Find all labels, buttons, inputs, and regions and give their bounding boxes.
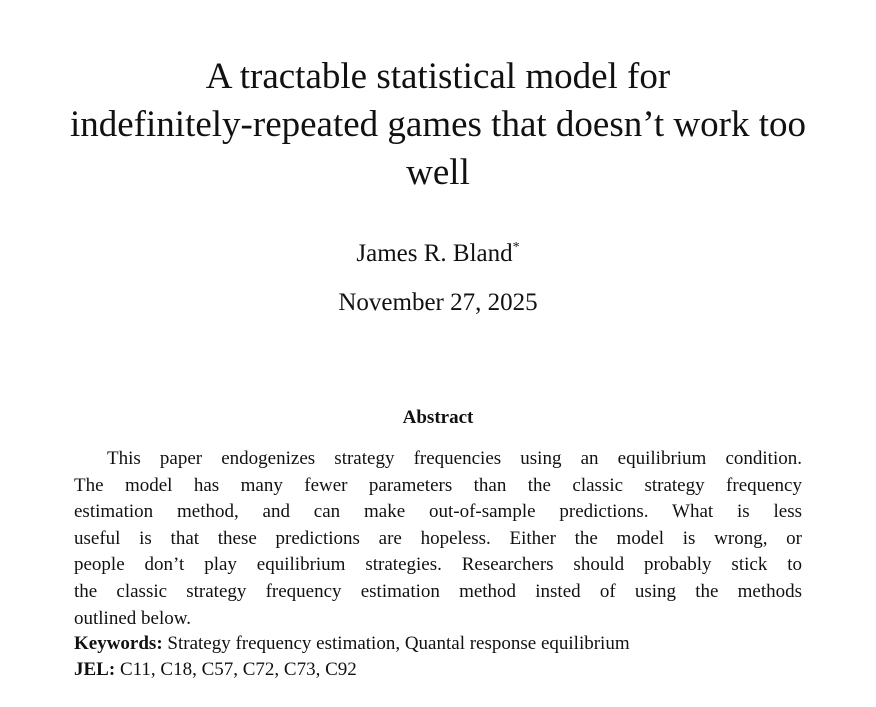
abstract-line: outlined below. (74, 607, 191, 629)
author-footnote-mark[interactable]: * (512, 240, 520, 255)
jel-line (74, 657, 357, 683)
abstract-line: estimation method, and can make out-of-sample predictions. What is less (74, 501, 802, 523)
abstract-heading: Abstract (402, 407, 474, 428)
title-line-1: A tractable statistical model for (205, 56, 671, 97)
abstract-line: The model has many fewer parameters than the classic strategy frequency (74, 474, 802, 496)
abstract-line: useful is that these predictions are hopeless. Either the model is wrong, or (74, 527, 802, 549)
jel-value: C11, C18, C57, C72, C73, C92 (119, 659, 357, 680)
author-name: James R. Bland (356, 240, 513, 267)
abstract-line: the classic strategy frequency estimation method insted of using the methods (74, 580, 802, 602)
jel-label: JEL: (74, 659, 116, 680)
keywords-value: Strategy frequency estimation, Quantal response equilibrium (167, 633, 630, 654)
abstract-line: This paper endogenizes strategy frequencies using an equilibrium condition. (107, 448, 802, 469)
author-line (0, 232, 876, 270)
paper-title (0, 53, 876, 197)
abstract-body (74, 446, 802, 632)
abstract-line: people don’t play equilibrium strategies. Researchers should probably stick to (74, 554, 802, 576)
title-line-3: well (406, 152, 470, 193)
keywords-label: Keywords: (74, 633, 163, 654)
keywords-line (74, 631, 630, 657)
title-line-2: indefinitely-repeated games that doesn’t work too (69, 104, 806, 145)
paper-date: November 27, 2025 (338, 289, 538, 316)
